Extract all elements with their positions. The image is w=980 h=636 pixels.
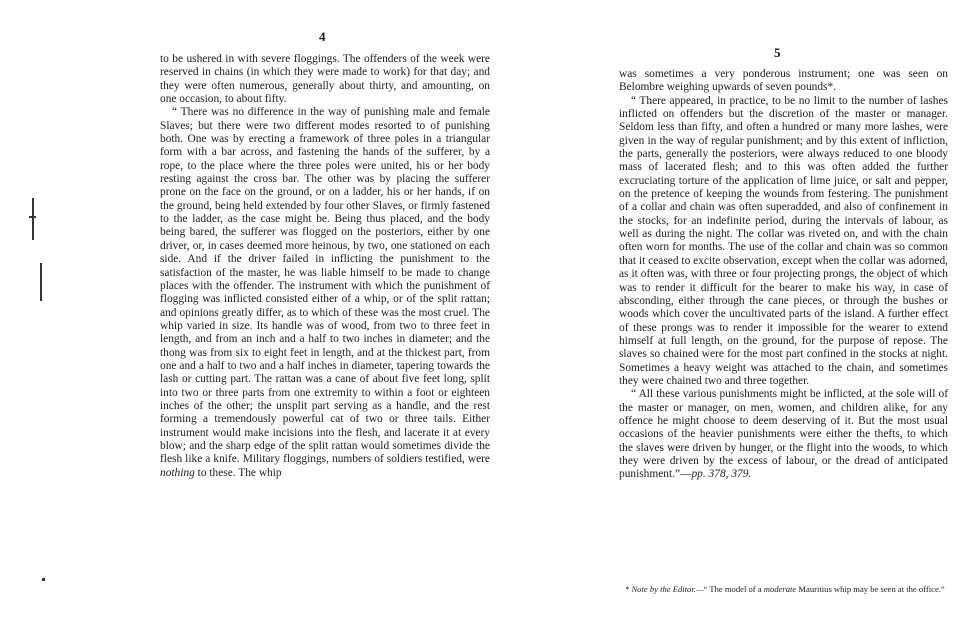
paragraph bbox=[619, 388, 948, 481]
paragraph bbox=[160, 106, 490, 480]
margin-mark bbox=[32, 198, 34, 240]
paragraph: was sometimes a very ponderous instrument; one was seen on Belombre weighing upwards of seven pounds*. bbox=[619, 68, 948, 94]
page-number: 4 bbox=[319, 29, 326, 44]
right-page-text bbox=[619, 68, 948, 482]
paragraph-text: “ All these various punishments might be inflicted, at the sole will of the master or manager, on men, women, and children alike, for any offence he might choose to deem deserving of it. But the most usual occasions of the heavier punishments were either the thefts, to which the slaves were driven by hunger, or the flight into the woods, to which they were driven by the excess of labour, or the dread of anticipated punishment.”— bbox=[619, 388, 948, 481]
footnote-emphasis: moderate bbox=[763, 584, 797, 594]
paragraph: “ There appeared, in practice, to be no limit to the number of lashes inflicted on offenders but the discretion of the master or manager. Seldom less than fifty, and often a hundred or many more lashes, were given in the way of regular punishment; and by this extent of infliction, the parts, generally the posteriors, were always reduced to one bloody mass of lacerated flesh; and to this was often added the further excruciating torture of the application of lime juice, or salt and pepper, on the pretence of keeping the wounds from festering. The punishment of a collar and chain was often superadded, and also of confinement in the stocks, for an indefinite period, during the intervals of labour, as well as during the night. The collar was riveted on, and with the chain often worn for months. The use of the collar and chain was so common that it ceased to excite observation, except when the collar was adorned, as it often was, with three or four projecting prongs, the object of which was to render it difficult for the bearer to make his way, in case of absconding, either through the cane pieces, or through the bushes or woods which cover the uncultivated parts of the island. A further effect of these prongs was to render it impossible for the wearer to extend himself at full length, on the ground, for the purpose of repose. The slaves so chained were for the most part confined in the stocks at night. Sometimes a heavy weight was attached to the chain, and sometimes they were chained two and three together. bbox=[619, 94, 948, 387]
emphasis-text: nothing bbox=[160, 466, 195, 479]
footnote-label: * Note by the Editor.— bbox=[625, 584, 704, 594]
page-number: 5 bbox=[774, 45, 781, 60]
margin-mark bbox=[29, 216, 36, 218]
left-page-text bbox=[160, 53, 490, 480]
paragraph-text: “ There was no difference in the way of punishing male and female Slaves; but there were two different modes resorted to of punishing both. One was by erecting a framework of three poles in a triangular form with a bar across, and fastening the hands of the sufferer, by a rope, to the place where the three poles were united, his or her body resting against the cross bar. The other was by placing the sufferer prone on the face on the ground, or on a ladder, his or her hands, if on the ground, being held extended by four other Slaves, or firmly fastened to the ladder, as the case might be. Being thus placed, and the body being bared, the sufferer was flogged on the posteriors, either by one driver, or, in cases deemed more heinous, by two, one stationed on each side. And if the driver failed in inflicting the punishment to the satisfaction of the master, he was liable himself to be made to change places with the offender. The instrument with which the punishment of flogging was inflicted consisted either of a whip, or of the split rattan; and opinions greatly differ, as to which of these was the most cruel. The whip varied in size. Its handle was of wood, from two to three feet in length, and from an inch and a half to two inches in diameter; and the thong was from six to eight feet in length, and at the thickest part, from one and a half to two and a half inches in diameter, tapering towards the lash or cutting part. The rattan was a cane of about five feet long, split into two or three parts from one extremity to within a foot or eighteen inches of the other; the unsplit part serving as a handle, and the rest forming a tremendously powerful cat of two or three tails. Either instrument would make incisions into the flesh, and lacerate it at every blow; and the sharp edge of the split rattan would sometimes divide the flesh like a knife. Military floggings, numbers of soldiers testified, were bbox=[160, 106, 490, 466]
citation-text: pp. bbox=[691, 468, 706, 481]
footnote-text: Mauritius whip may be seen at the office.” bbox=[796, 584, 945, 594]
paragraph-text: to these. The whip bbox=[194, 466, 282, 479]
paragraph: to be ushered in with severe floggings. The offenders of the week were reserved in chains (in which they were made to work) for that day; and they were often numerous, generally about thirty, and amounting, on one occasion, to about fifty. bbox=[160, 53, 490, 106]
footnote bbox=[619, 584, 948, 595]
footnote-text: “ The model of a bbox=[703, 584, 764, 594]
citation-pages: 378, 379. bbox=[705, 468, 752, 481]
margin-mark bbox=[40, 263, 42, 301]
margin-mark bbox=[42, 578, 45, 581]
